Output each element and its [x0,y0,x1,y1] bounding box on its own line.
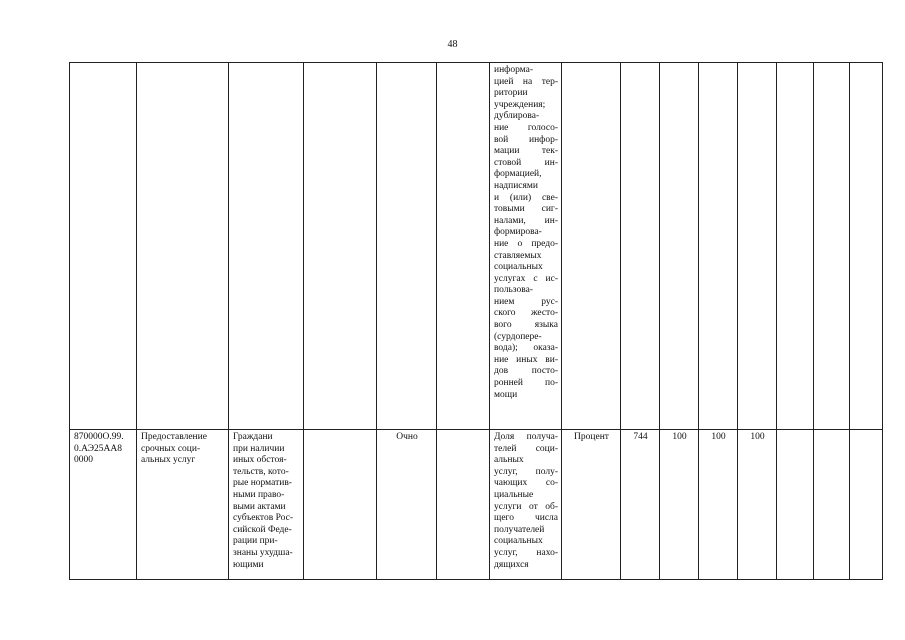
cell-deviation-abs [814,63,850,430]
service-form: Очно [396,432,418,442]
indicator-name: Доля получа- телей соци- альных услуг, полу- чающих со- циальные услуги от об- щего числа получателей социальных услуг, нахо- дящихся [494,432,558,570]
cell-registry-code [70,63,137,430]
cell-value-year2 [699,430,738,580]
value-year3: 100 [750,432,765,442]
cell-deviation-abs [814,430,850,580]
cell-indicator-name [490,63,562,430]
value-year2: 100 [711,432,726,442]
cell-value-year3 [738,430,777,580]
recipient-category: Граждани при наличии иных обстоя- тельств, кото- рые норматив- ными право- выми актами субъектов Рос- сийской Феде- рации при- знаны ухудша- ющими [233,432,293,570]
page-number: 48 [447,39,458,50]
cell-form [377,63,437,430]
cell-extra [850,63,883,430]
cell-value-year1 [660,63,699,430]
table-row-continued [70,63,883,430]
cell-value-year3 [738,63,777,430]
registry-code: 870000О.99. 0.АЭ25АА8 0000 [74,432,124,466]
cell-okei-code [621,63,660,430]
cell-recipient-category [229,63,304,430]
table-row-service [70,430,883,580]
cell-form [377,430,437,580]
cell-unit-name [562,63,621,430]
okei-code: 744 [633,432,648,442]
service-name: Предоставление срочных соци- альных услуг [141,432,207,466]
cell-condition-2 [437,430,490,580]
unit-name: Процент [574,432,609,442]
cell-okei-code [621,430,660,580]
cell-extra [850,430,883,580]
value-year1: 100 [672,432,687,442]
cell-content-2 [304,430,377,580]
cell-recipient-category [229,430,304,580]
cell-deviation-pct [777,430,814,580]
cell-indicator-name [490,430,562,580]
cell-registry-code [70,430,137,580]
cell-value-year2 [699,63,738,430]
cell-value-year1 [660,430,699,580]
cell-content-2 [304,63,377,430]
cell-unit-name [562,430,621,580]
cell-service-name [137,430,229,580]
cell-service-name [137,63,229,430]
state-task-table [69,62,883,580]
cell-condition-2 [437,63,490,430]
indicator-text-continued: информа- цией на тер- ритории учреждения; дублирова- ние голосо- вой инфор- мации тек- стовой ин- формацией, надписями и (или) све- товыми сиг- налами, ин- формирова- ние о предо- ставляемых социальных услугах с ис- пользова- нием рус- ского жесто- вого языка (сурдопере- вода); оказа- ние иных ви- дов посто- ронней по- мощи [494,65,558,400]
cell-deviation-pct [777,63,814,430]
